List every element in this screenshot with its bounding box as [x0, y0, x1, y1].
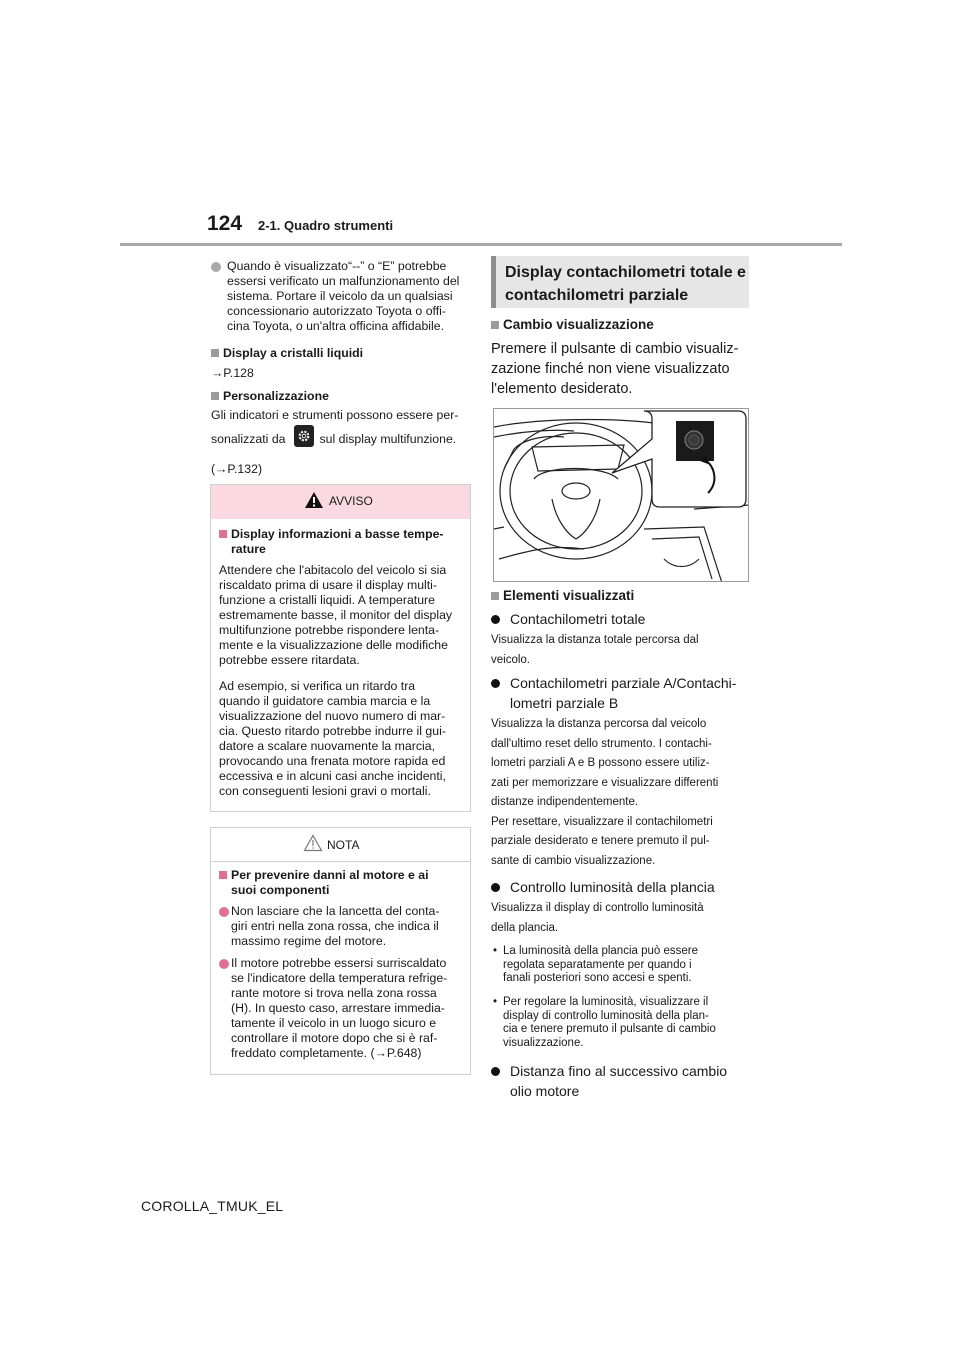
warning-line: potrebbe essere ritardata.	[219, 653, 360, 667]
warning-line: visualizzazione del nuovo numero di mar-	[219, 709, 446, 723]
note-line: se l'indicatore della temperatura refrige-	[231, 971, 448, 985]
section-heading-line: contachilometri parziale	[505, 287, 689, 304]
note-header	[211, 828, 470, 862]
gear-icon	[294, 425, 314, 447]
section-heading	[491, 256, 749, 308]
description-line: veicolo.	[491, 653, 530, 666]
elementi-heading-text: Elementi visualizzati	[503, 588, 635, 603]
warning-line: cia. Questo ritardo potrebbe indurre il gui-	[219, 724, 446, 738]
warning-label: AVVISO	[329, 494, 373, 508]
description-line: dall'ultimo reset dello strumento. I contachi-	[491, 737, 712, 750]
note-line: Il motore potrebbe essersi surriscaldato	[231, 956, 447, 970]
warning-line: estremamente basse, il monitor del display	[219, 608, 453, 622]
bullet-dot-icon	[219, 907, 229, 917]
footer-code: COROLLA_TMUK_EL	[141, 1198, 284, 1214]
sub-bullet: • La luminosità della plancia può essere regolata separatamente per quando i fanali posteriori sono accesi e spenti.	[491, 945, 753, 986]
note-line: controllare il motore dopo che si è raf-	[231, 1031, 438, 1045]
note-box	[210, 827, 471, 1075]
cambio-text	[491, 339, 753, 399]
note-line: tamente il veicolo in un luogo sicuro e	[231, 1016, 437, 1030]
custom-text-b: sul display multifunzione.	[319, 432, 457, 446]
sub-bullet-line: Per regolare la luminosità, visualizzare il	[503, 996, 709, 1008]
display-item	[491, 609, 645, 629]
warning-line: riscaldato prima di usare il display multi-	[219, 578, 438, 592]
display-item-label: Distanza fino al successivo cambio	[510, 1063, 728, 1079]
custom-page-link[interactable]: (→P.132)	[211, 462, 263, 476]
bullet-dot-icon	[491, 883, 500, 892]
display-item-label: Contachilometri parziale A/Contachi-	[510, 675, 737, 691]
warning-header	[211, 485, 470, 519]
display-item-description	[491, 899, 753, 938]
description-line: Per resettare, visualizzare il contachilometri	[491, 815, 713, 828]
description-line: della plancia.	[491, 921, 559, 934]
sub-bullet-line: La luminosità della plancia può essere	[503, 945, 698, 957]
sub-bullet-line: regolata separatamente per quando i	[503, 958, 692, 971]
warning-line: quando il guidatore cambia marcia e la	[219, 694, 431, 708]
warning-triangle-icon	[304, 491, 324, 509]
warning-line: provocando una frenata motore rapida ed	[219, 754, 446, 768]
intro-bullet	[211, 259, 470, 334]
bullet-dot-icon	[491, 1067, 500, 1076]
intro-line: concessionario autorizzato Toyota o offi-	[227, 304, 446, 318]
dashboard-illustration	[493, 408, 749, 582]
display-item-label: Controllo luminosità della plancia	[510, 879, 715, 895]
display-item-label: lometri parziale B	[510, 695, 619, 711]
sub-bullet-line: cia e tenere premuto il pulsante di cambio	[503, 1023, 716, 1035]
header-rule	[120, 243, 842, 246]
note-line: Non lasciare che la lancetta del conta-	[231, 904, 440, 918]
description-line: Visualizza la distanza percorsa dal veicolo	[491, 718, 707, 730]
intro-line: Quando è visualizzato“--” o “E” potrebbe	[227, 259, 447, 273]
cambio-line: l'elemento desiderato.	[491, 381, 633, 397]
cambio-line: Premere il pulsante di cambio visualiz-	[491, 341, 739, 357]
display-item-label: Contachilometri totale	[510, 611, 646, 627]
elementi-heading	[491, 588, 634, 603]
intro-line: sistema. Portare il veicolo da un qualsiasi	[227, 289, 453, 303]
sub-bullet-line: visualizzazione.	[503, 1036, 584, 1049]
cambio-heading-text: Cambio visualizzazione	[503, 317, 654, 332]
warning-line: Attendere che l'abitacolo del veicolo si sia	[219, 563, 447, 577]
section-heading-line: Display contachilometri totale e	[505, 264, 746, 281]
sub-bullet-line: display di controllo luminosità della plan-	[503, 1009, 709, 1022]
note-subheading-line: suoi componenti	[231, 883, 330, 897]
display-item	[491, 673, 736, 713]
custom-text-a: sonalizzati da	[211, 432, 286, 446]
custom-heading-text: Personalizzazione	[223, 389, 329, 403]
note-line: rante motore si trova nella zona rossa	[231, 986, 437, 1000]
warning-line: funzione a cristalli liquidi. A temperature	[219, 593, 435, 607]
cambio-heading	[491, 317, 654, 332]
cambio-line: zazione finché non viene visualizzato	[491, 361, 730, 377]
display-item	[491, 1061, 727, 1101]
note-label: NOTA	[327, 838, 360, 852]
description-line: lometri parziali A e B possono essere utiliz-	[491, 757, 710, 769]
note-line: freddato completamente. (→P.648)	[231, 1046, 422, 1060]
sub-bullet-line: fanali posteriori sono accesi e spenti.	[503, 972, 692, 984]
note-triangle-icon	[303, 834, 323, 852]
note-bullet	[219, 956, 469, 1061]
warning-line: mente e la visualizzazione delle modifiche	[219, 638, 448, 652]
note-subheading-line: Per prevenire danni al motore e ai	[231, 868, 429, 882]
note-line: giri entri nella zona rossa, che indica il	[231, 919, 439, 933]
display-item-description	[491, 631, 753, 670]
description-line: distanze indipendentemente.	[491, 796, 639, 808]
description-line: zati per memorizzare e visualizzare differenti	[491, 776, 719, 789]
note-line: massimo regime del motore.	[231, 934, 387, 948]
page-number: 124	[207, 212, 243, 235]
warning-paragraph	[219, 563, 469, 668]
bullet-dot-icon	[211, 262, 221, 272]
section-title: 2-1. Quadro strumenti	[258, 218, 394, 233]
sub-bullet: • Per regolare la luminosità, visualizzare il display di controllo luminosità della plan- cia e tenere premuto il pulsante di cambio visualizzazione.	[491, 996, 753, 1050]
description-line: parziale desiderato e tenere premuto il pul-	[491, 835, 710, 847]
description-line: Visualizza il display di controllo luminosità	[491, 902, 704, 914]
custom-text	[211, 432, 473, 447]
warning-line: datore a scalare nuovamente la marcia,	[219, 739, 435, 753]
warning-box	[210, 484, 471, 812]
intro-line: essersi verificato un malfunzionamento del	[227, 274, 460, 288]
lcd-heading-text: Display a cristalli liquidi	[223, 346, 364, 360]
warning-line: Ad esempio, si verifica un ritardo tra	[219, 679, 416, 693]
custom-heading	[211, 389, 329, 404]
warning-subheading-line: Display informazioni a basse tempe-	[231, 527, 444, 541]
bullet-dot-icon	[219, 959, 229, 969]
warning-line: eccessiva e in alcuni casi anche incidenti,	[219, 769, 446, 783]
note-line: (H). In questo caso, arrestare immedia-	[231, 1001, 445, 1015]
steering-wheel-illustration	[494, 409, 749, 582]
warning-line: multifunzione potrebbe rispondere lenta-	[219, 623, 440, 637]
description-line: sante di cambio visualizzazione.	[491, 854, 656, 867]
lcd-page-link[interactable]: →P.128	[211, 366, 254, 380]
intro-line: cina Toyota, o un'altra officina affidabile.	[227, 319, 445, 333]
warning-subheading	[219, 527, 464, 557]
custom-text: Gli indicatori e strumenti possono essere per-	[211, 408, 459, 422]
display-item-label: olio motore	[510, 1083, 580, 1099]
display-item-description	[491, 715, 753, 871]
note-subheading	[219, 868, 464, 898]
note-bullet	[219, 904, 469, 949]
bullet-dot-icon	[491, 679, 500, 688]
warning-line: con conseguenti lesioni gravi o mortali.	[219, 784, 431, 798]
lcd-heading	[211, 346, 363, 361]
warning-subheading-line: rature	[231, 542, 266, 556]
bullet-dot-icon	[491, 615, 500, 624]
display-item	[491, 877, 715, 897]
warning-paragraph	[219, 679, 469, 799]
description-line: Visualizza la distanza totale percorsa dal	[491, 634, 699, 646]
